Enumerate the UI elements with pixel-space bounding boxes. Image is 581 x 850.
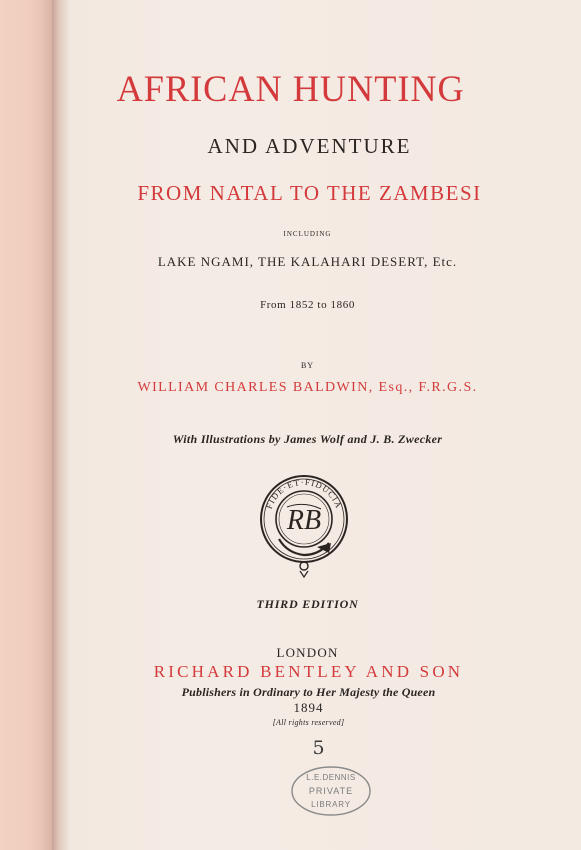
book-title: AFRICAN HUNTING (116, 69, 465, 110)
route-line: FROM NATAL TO THE ZAMBESI (137, 181, 482, 205)
svg-text:L.E.DENNIS: L.E.DENNIS (306, 773, 356, 782)
including-label: INCLUDING (283, 230, 332, 238)
library-stamp-icon (290, 765, 372, 817)
svg-text:FIDE·ET·FIDUCIA: FIDE·ET·FIDUCIA (263, 476, 345, 511)
rights-notice: [All rights reserved] (272, 718, 345, 727)
book-subtitle: AND ADVENTURE (207, 134, 412, 158)
illustrators-line: With Illustrations by James Wolf and J. B. Zwecker (172, 432, 443, 446)
svg-text:RB: RB (286, 505, 322, 536)
by-label: BY (300, 361, 315, 370)
publication-year: 1894 (293, 700, 324, 715)
publisher-description: Publishers in Ordinary to Her Majesty the Queen (181, 685, 436, 699)
shelf-mark: 5 (312, 737, 325, 759)
publication-city: LONDON (276, 645, 339, 660)
svg-text:PRIVATE: PRIVATE (308, 786, 354, 796)
author-line: WILLIAM CHARLES BALDWIN, Esq., F.R.G.S. (137, 380, 478, 395)
places-line: LAKE NGAMI, THE KALAHARI DESERT, Etc. (157, 254, 458, 269)
svg-text:LIBRARY: LIBRARY (311, 800, 351, 809)
edition-label: THIRD EDITION (256, 597, 359, 611)
date-range: From 1852 to 1860 (260, 299, 355, 311)
publisher-seal-icon (257, 473, 351, 579)
publisher-name: RICHARD BENTLEY AND SON (153, 662, 464, 681)
